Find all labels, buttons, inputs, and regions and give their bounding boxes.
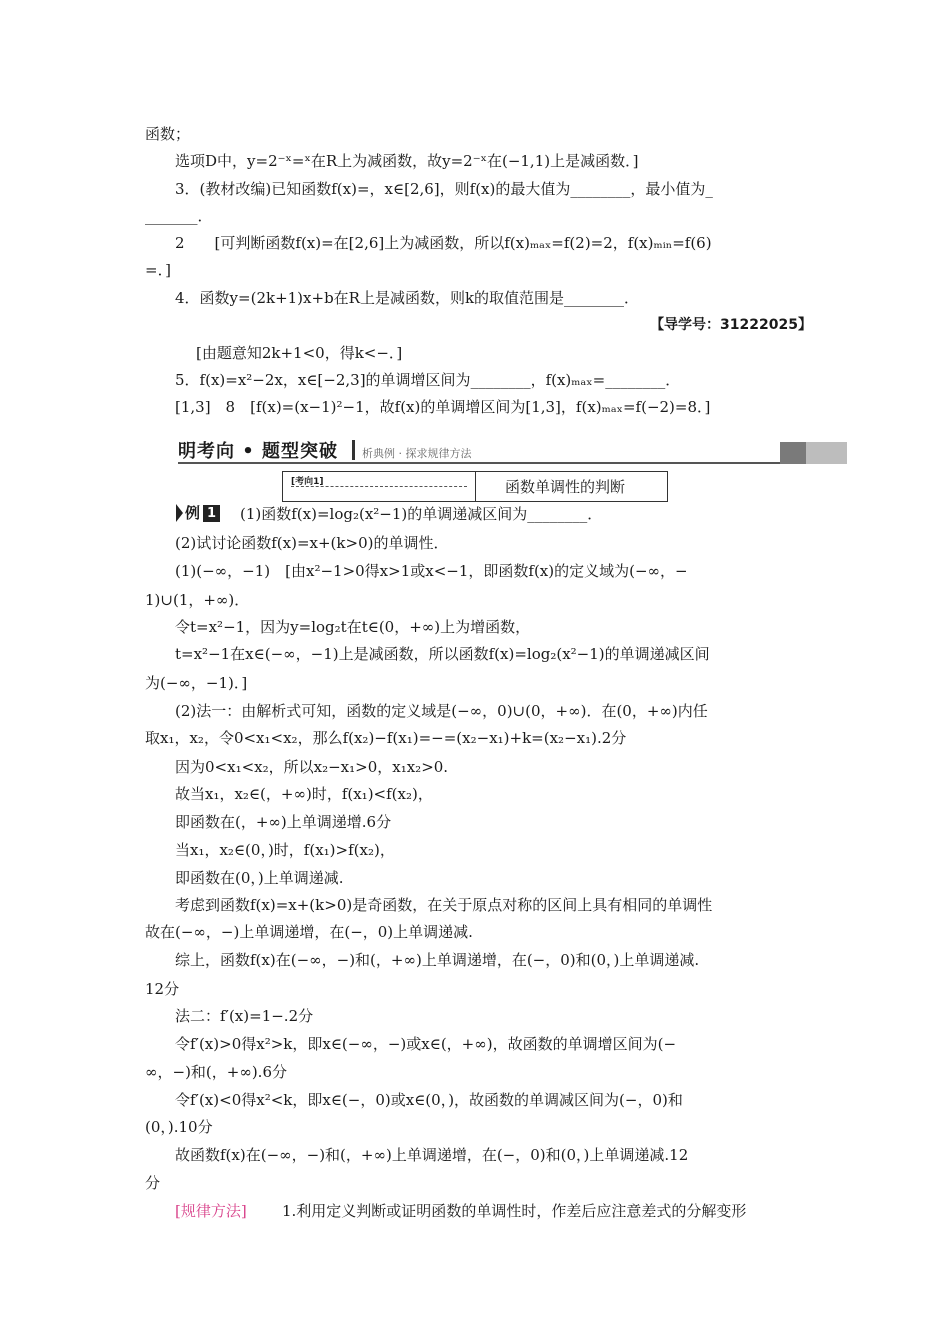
section-decor-light [806, 442, 847, 464]
text-line: 12分 [145, 980, 180, 998]
text-line: 法二：f′(x)=1−.2分 [175, 1007, 314, 1025]
text-line: _______． [145, 207, 213, 225]
text-line: 令f′(x)>0得x²>k，即x∈(−∞，−)或x∈(，+∞)，故函数的单调增区间为(− [175, 1035, 677, 1053]
section-title: 明考向 • 题型突破 [178, 441, 339, 462]
text-line: 综上，函数f(x)在(−∞，−)和(，+∞)上单调递增，在(−，0)和(0，)上单调递减. [175, 951, 700, 969]
topic-title: 函数单调性的判断 [505, 478, 626, 496]
text-line: 5．f(x)=x²−2x，x∈[−2,3]的单调增区间为________，f(x)ₘₐₓ=________． [175, 371, 681, 389]
text-line: 4．函数y=(2k+1)x+b在R上是减函数，则k的取值范围是________． [175, 289, 640, 307]
text-line: (0，).10分 [145, 1118, 213, 1136]
text-line: 令f′(x)<0得x²<k，即x∈(−，0)或x∈(0，)，故函数的单调减区间为(−，0)和 [175, 1091, 683, 1109]
example-word: 例 [185, 504, 201, 522]
text-line: 3．(教材改编)已知函数f(x)=，x∈[2,6]，则f(x)的最大值为________，最小值为_ [175, 180, 713, 198]
section-decor-dark [780, 442, 806, 464]
text-line: 因为0<x₁<x₂，所以x₂−x₁>0，x₁x₂>0. [175, 758, 449, 776]
text-line: [由题意知2k+1<0，得k<−．] [196, 344, 403, 362]
text-line: 故在(−∞，−)上单调递增，在(−，0)上单调递减. [145, 923, 473, 941]
example-badge [176, 504, 224, 523]
example-question: (1)函数f(x)=log₂(x²−1)的单调递减区间为________． [240, 505, 603, 523]
text-line: (2)试讨论函数f(x)=x+(k>0)的单调性． [175, 534, 449, 552]
text-line: t=x²−1在x∈(−∞，−1)上是减函数，所以函数f(x)=log₂(x²−1)的单调递减区间 [175, 645, 710, 663]
text-line: =．] [145, 261, 171, 279]
text-line: 当x₁，x₂∈(0，)时，f(x₁)>f(x₂)， [175, 841, 395, 859]
text-line: [1,3] 8 [f(x)=(x−1)²−1，故f(x)的单调增区间为[1,3]，f(x)ₘₐₓ=f(−2)=8．] [175, 398, 711, 416]
text-line: 即函数在(，+∞)上单调递增.6分 [175, 813, 392, 831]
section-subtitle: 析典例 · 探求规律方法 [362, 447, 472, 460]
text-line: 故当x₁，x₂∈(，+∞)时，f(x₁)<f(x₂)， [175, 785, 433, 803]
text-line: 1)∪(1，+∞)． [145, 591, 250, 609]
method-text: 1.利用定义判断或证明函数的单调性时，作差后应注意差式的分解变形 [282, 1202, 747, 1220]
text-line: ∞，−)和(，+∞).6分 [145, 1063, 287, 1081]
topic-divider [475, 472, 476, 501]
text-line: 为(−∞，−1)．] [145, 674, 248, 692]
text-line: 选项D中，y=2⁻ˣ=ˣ在R上为减函数，故y=2⁻ˣ在(−1,1)上是减函数．] [175, 152, 639, 170]
text-line: (2)法一：由解析式可知，函数的定义域是(−∞，0)∪(0，+∞)．在(0，+∞)内任 [175, 702, 708, 720]
badge-arrow-icon [176, 504, 183, 522]
text-line: 分 [145, 1174, 161, 1192]
text-line: 考虑到函数f(x)=x+(k>0)是奇函数，在关于原点对称的区间上具有相同的单调性 [175, 896, 713, 914]
guide-number: 【导学号：31222025】 [650, 317, 812, 333]
topic-tag: [考向1] [291, 477, 324, 487]
example-number: 1 [203, 505, 220, 522]
topic-dash [291, 486, 467, 487]
text-line: 令t=x²−1，因为y=log₂t在t∈(0，+∞)上为增函数， [175, 618, 531, 636]
topic-box [282, 471, 668, 502]
text-line: 2 [可判断函数f(x)=在[2,6]上为减函数，所以f(x)ₘₐₓ=f(2)=2，f(x)ₘᵢₙ=f(6) [175, 234, 712, 252]
text-line: 函数； [145, 125, 191, 143]
text-line: 取x₁，x₂，令0<x₁<x₂，那么f(x₂)−f(x₁)=−=(x₂−x₁)+k=(x₂−x₁).2分 [145, 729, 627, 747]
method-label: [规律方法] [175, 1202, 247, 1220]
section-divider [352, 440, 355, 460]
text-line: 即函数在(0，)上单调递减. [175, 869, 344, 887]
section-rule [178, 462, 780, 464]
text-line: (1)(−∞，−1) [由x²−1>0得x>1或x<−1，即函数f(x)的定义域为(−∞，− [175, 562, 688, 580]
text-line: 故函数f(x)在(−∞，−)和(，+∞)上单调递增，在(−，0)和(0，)上单调递减.12 [175, 1146, 689, 1164]
